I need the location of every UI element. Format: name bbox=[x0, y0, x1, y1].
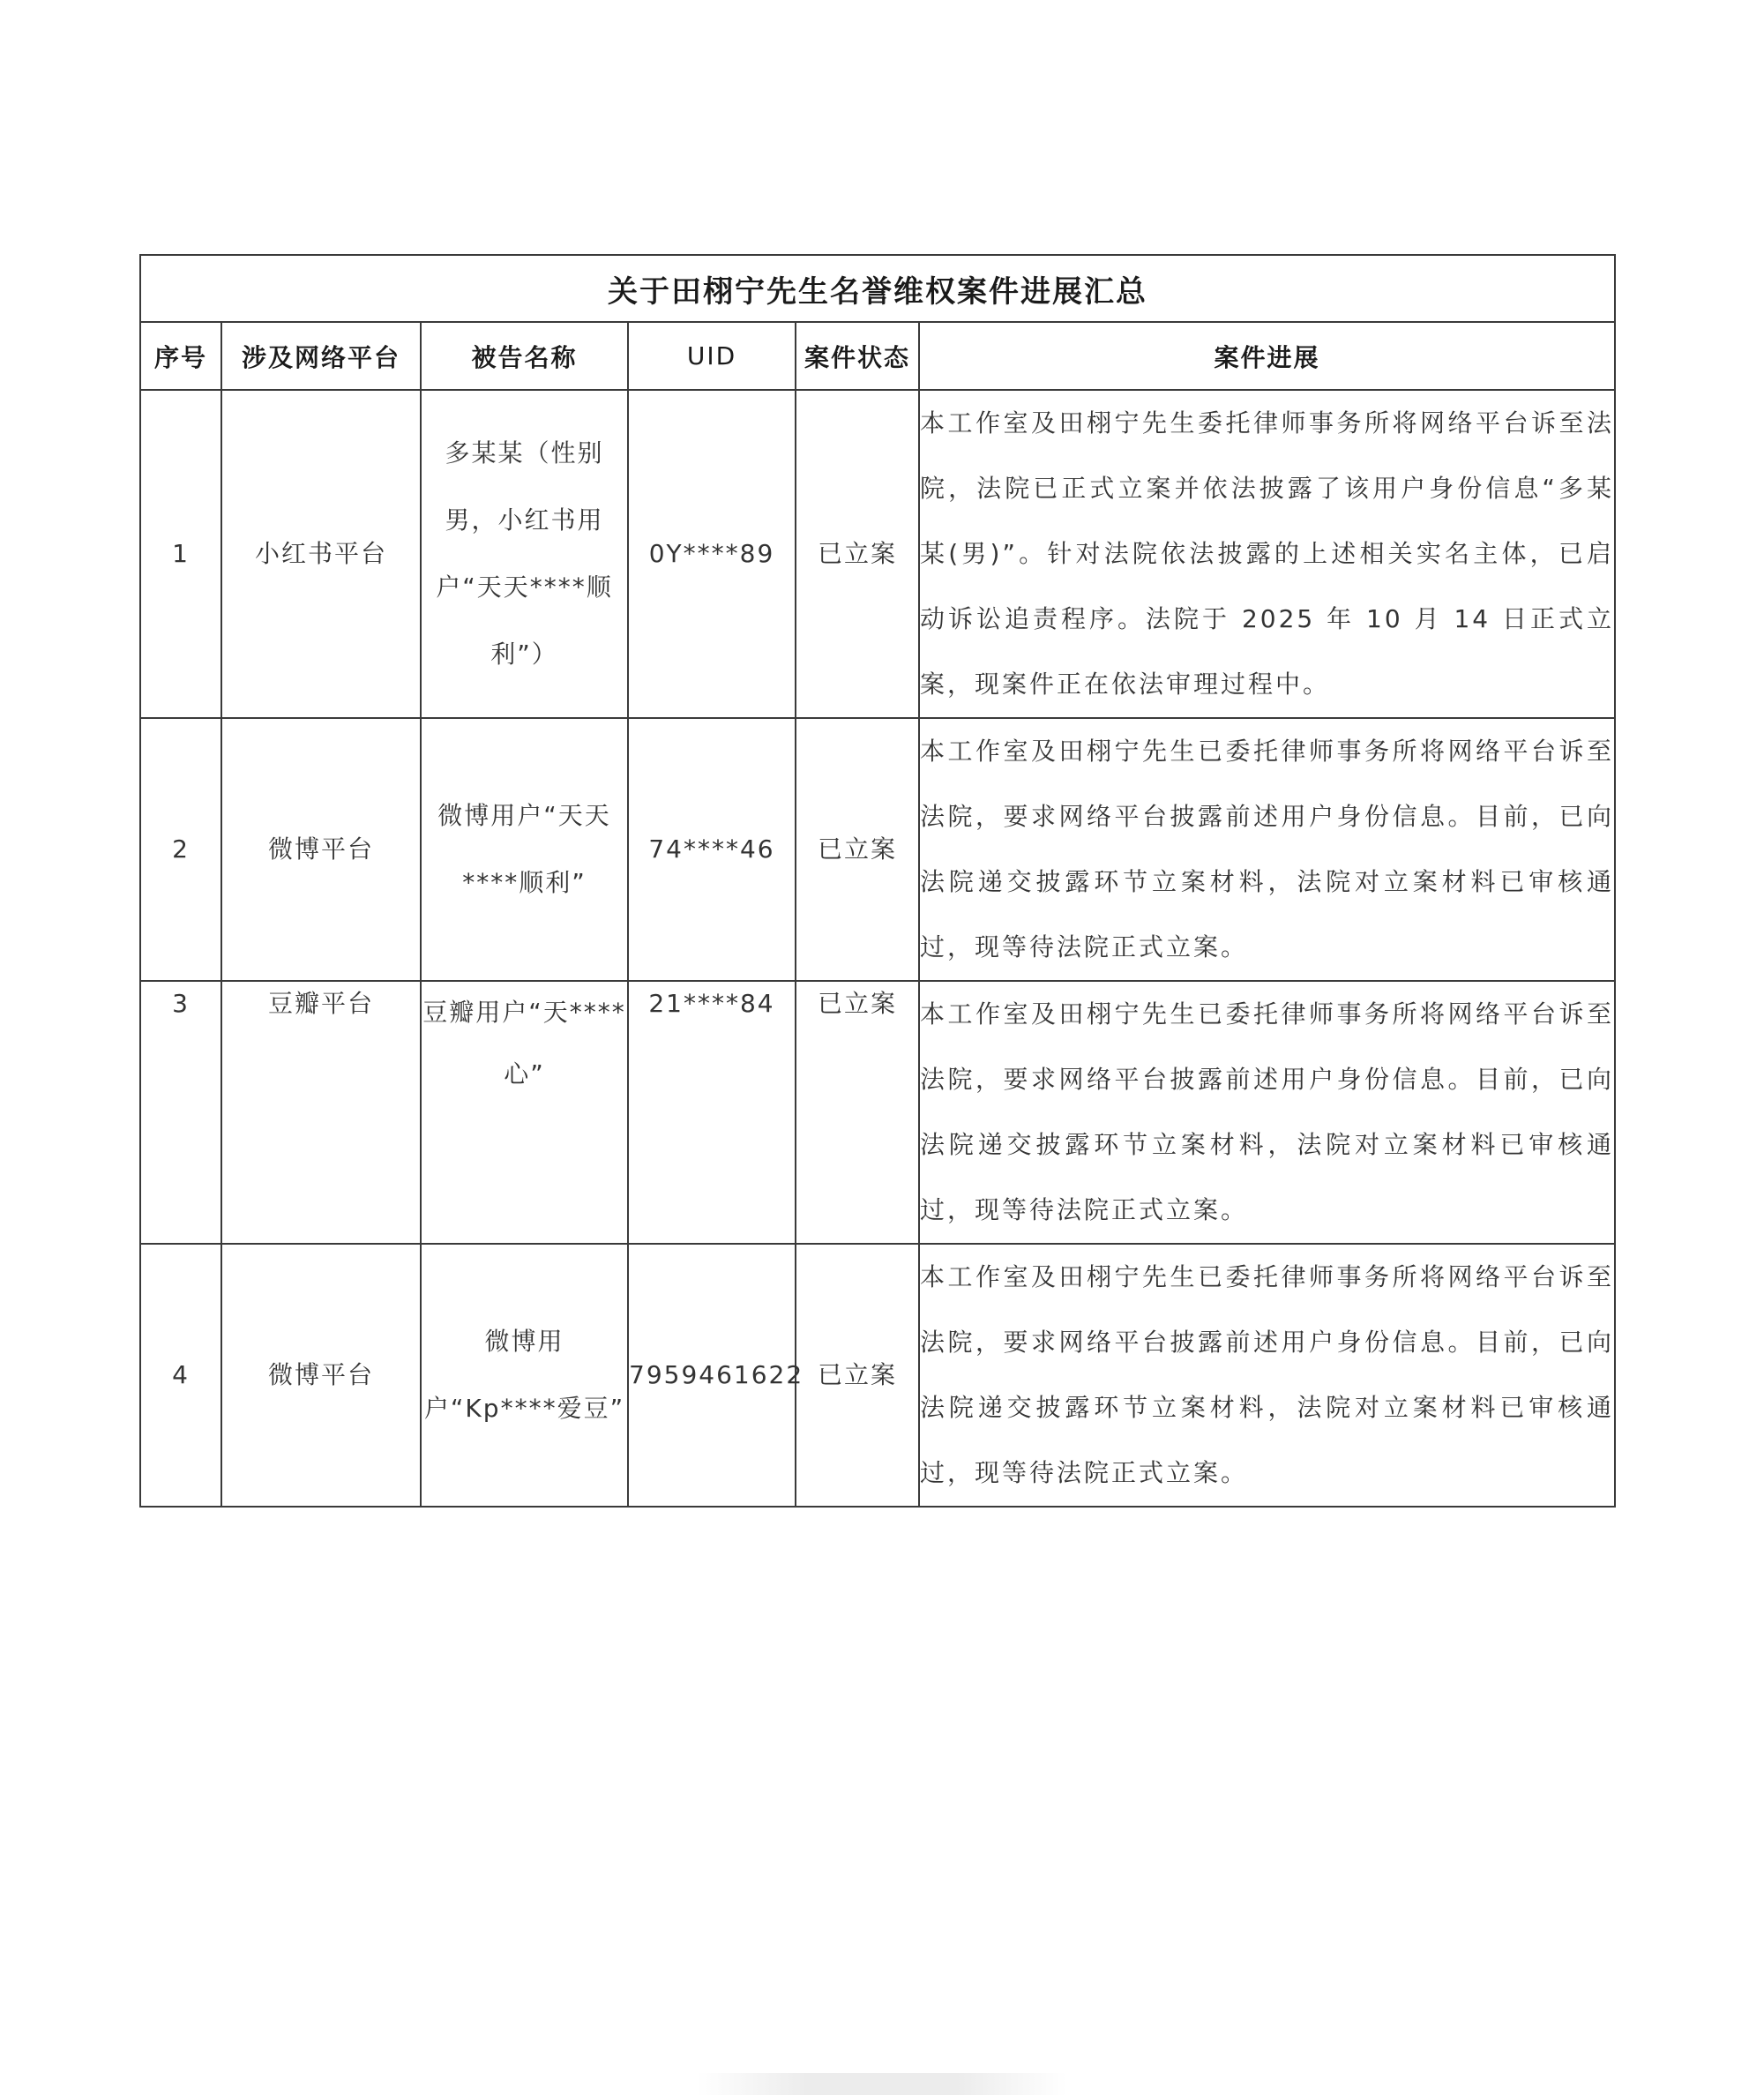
row-defendant: 微博用户“Kp****爱豆” bbox=[421, 1244, 628, 1507]
row-platform: 小红书平台 bbox=[221, 390, 421, 718]
header-row bbox=[140, 322, 1615, 390]
row-uid: 7959461622 bbox=[628, 1244, 796, 1507]
row-defendant: 微博用户“天天****顺利” bbox=[421, 718, 628, 981]
row-platform: 微博平台 bbox=[221, 1244, 421, 1507]
header-defendant: 被告名称 bbox=[421, 322, 628, 390]
row-defendant: 豆瓣用户“天****心” bbox=[421, 981, 628, 1244]
row-index: 4 bbox=[140, 1244, 221, 1507]
table-row bbox=[140, 1244, 1615, 1507]
row-progress: 本工作室及田栩宁先生已委托律师事务所将网络平台诉至法院，要求网络平台披露前述用户身份信息。目前，已向法院递交披露环节立案材料，法院对立案材料已审核通过，现等待法院正式立案。 bbox=[919, 1244, 1615, 1507]
footer-watermark-blur bbox=[697, 2073, 1067, 2095]
header-status: 案件状态 bbox=[796, 322, 919, 390]
row-status: 已立案 bbox=[796, 718, 919, 981]
row-platform: 微博平台 bbox=[221, 718, 421, 981]
table-row bbox=[140, 718, 1615, 981]
header-index: 序号 bbox=[140, 322, 221, 390]
title-row bbox=[140, 255, 1615, 322]
case-progress-table bbox=[139, 254, 1616, 1508]
row-status: 已立案 bbox=[796, 390, 919, 718]
header-progress: 案件进展 bbox=[919, 322, 1615, 390]
row-index: 2 bbox=[140, 718, 221, 981]
row-status: 已立案 bbox=[796, 1244, 919, 1507]
header-platform: 涉及网络平台 bbox=[221, 322, 421, 390]
table-row bbox=[140, 981, 1615, 1244]
row-progress: 本工作室及田栩宁先生已委托律师事务所将网络平台诉至法院，要求网络平台披露前述用户身份信息。目前，已向法院递交披露环节立案材料，法院对立案材料已审核通过，现等待法院正式立案。 bbox=[919, 981, 1615, 1244]
row-index: 1 bbox=[140, 390, 221, 718]
table-title: 关于田栩宁先生名誉维权案件进展汇总 bbox=[140, 255, 1615, 322]
row-uid: 0Y****89 bbox=[628, 390, 796, 718]
header-uid: UID bbox=[628, 322, 796, 390]
row-uid: 74****46 bbox=[628, 718, 796, 981]
row-status: 已立案 bbox=[796, 981, 919, 1244]
row-progress: 本工作室及田栩宁先生委托律师事务所将网络平台诉至法院，法院已正式立案并依法披露了该用户身份信息“多某某(男)”。针对法院依法披露的上述相关实名主体，已启动诉讼追责程序。法院于 2025 年 10 月 14 日正式立案，现案件正在依法审理过程中。 bbox=[919, 390, 1615, 718]
row-platform: 豆瓣平台 bbox=[221, 981, 421, 1244]
row-defendant: 多某某（性别男，小红书用户“天天****顺利”） bbox=[421, 390, 628, 718]
table-row bbox=[140, 390, 1615, 718]
row-index: 3 bbox=[140, 981, 221, 1244]
row-progress: 本工作室及田栩宁先生已委托律师事务所将网络平台诉至法院，要求网络平台披露前述用户身份信息。目前，已向法院递交披露环节立案材料，法院对立案材料已审核通过，现等待法院正式立案。 bbox=[919, 718, 1615, 981]
row-uid: 21****84 bbox=[628, 981, 796, 1244]
